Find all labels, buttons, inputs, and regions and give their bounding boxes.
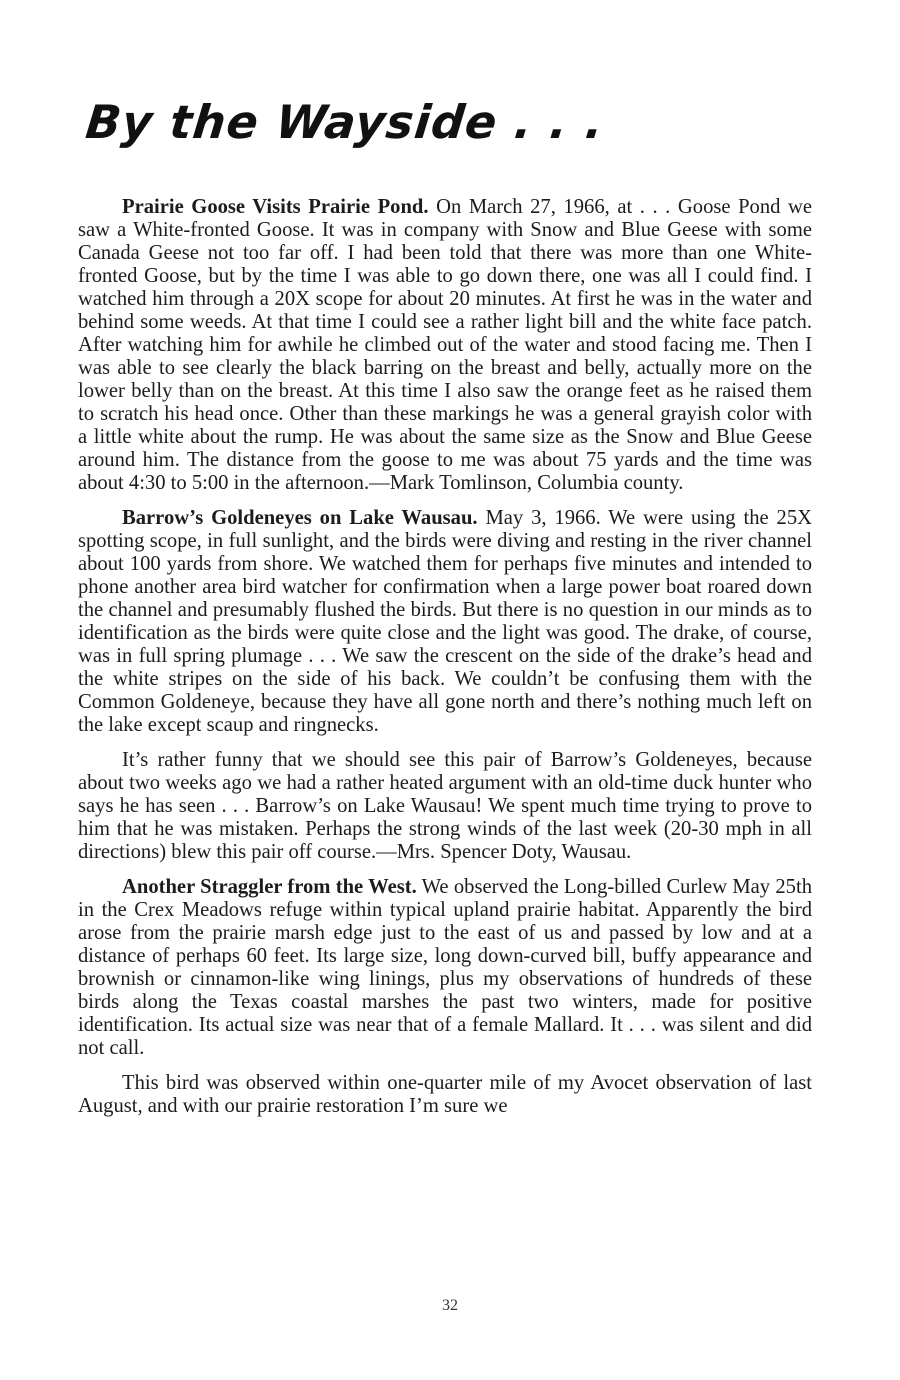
paragraph-text: This bird was observed within one-quarter mile of my Avocet observation of last August, and with our prairie restoration I’m sure we [78, 1072, 812, 1117]
paragraph-avocet-continuation [78, 1072, 812, 1118]
paragraph-lead: Barrow’s Goldeneyes on Lake Wausau. [122, 507, 478, 529]
paragraph-barrows-goldeneyes [78, 507, 812, 737]
paragraph-lead: Another Straggler from the West. [122, 876, 417, 898]
paragraph-text: It’s rather funny that we should see this pair of Barrow’s Goldeneyes, because about two weeks ago we had a rather heated argument with an old-time duck hunter who says he has seen . . . Barrow’s on Lake Wausau! We spent much time trying to prove to him that he was mistaken. Perhaps the strong winds of the last week (20-30 mph in all directions) blew this pair off course.—Mrs. Spencer Doty, Wausau. [78, 749, 812, 863]
paragraph-text: We observed the Long-billed Curlew May 25th in the Crex Meadows refuge within typical upland prairie habitat. Apparently the bird arose from the prairie marsh edge just to the east of us and passed by low and at a distance of perhaps 60 feet. Its large size, long down-curved bill, buffy appearance and brownish or cinnamon-like wing linings, plus my observations of hundreds of these birds along the Texas coastal marshes the past two winters, made for positive identification. Its actual size was near that of a female Mallard. It . . . was silent and did not call. [78, 876, 812, 1059]
paragraph-prairie-goose [78, 196, 812, 495]
paragraph-straggler [78, 876, 812, 1060]
section-heading: By the Wayside . . . [83, 95, 607, 149]
page-number: 32 [442, 1297, 458, 1314]
article-body [78, 196, 812, 1130]
paragraph-goldeneyes-followup [78, 749, 812, 864]
paragraph-lead: Prairie Goose Visits Prairie Pond. [122, 196, 429, 218]
paragraph-text: May 3, 1966. We were using the 25X spotting scope, in full sunlight, and the birds were diving and resting in the river channel about 100 yards from shore. We watched them for perhaps five minutes and intended to phone another area bird watcher for confirmation when a large power boat roared down the channel and presumably flushed the birds. But there is no question in our minds as to identification as the birds were quite close and the light was good. The drake, of course, was in full spring plumage . . . We saw the crescent on the side of the drake’s head and the white stripes on the side of his back. We couldn’t be confusing them with the Common Goldeneye, because they have all gone north and there’s nothing much left on the lake except scaup and ringnecks. [78, 507, 812, 736]
paragraph-text: On March 27, 1966, at . . . Goose Pond we saw a White-fronted Goose. It was in company with Snow and Blue Geese with some Canada Geese not too far off. I had been told that there was more than one White-fronted Goose, but by the time I was able to go down there, one was all I could find. I watched him through a 20X scope for about 20 minutes. At first he was in the water and behind some weeds. At that time I could see a rather light bill and the white face patch. After watching him for awhile he climbed out of the water and stood facing me. Then I was able to see clearly the black barring on the breast and belly, actually more on the lower belly than on the breast. At this time I also saw the orange feet as he raised them to scratch his head once. Other than these markings he was a general grayish color with a little white about the rump. He was about the same size as the Snow and Blue Geese around him. The distance from the goose to me was about 75 yards and the time was about 4:30 to 5:00 in the afternoon.—Mark Tomlinson, Columbia county. [78, 196, 812, 494]
